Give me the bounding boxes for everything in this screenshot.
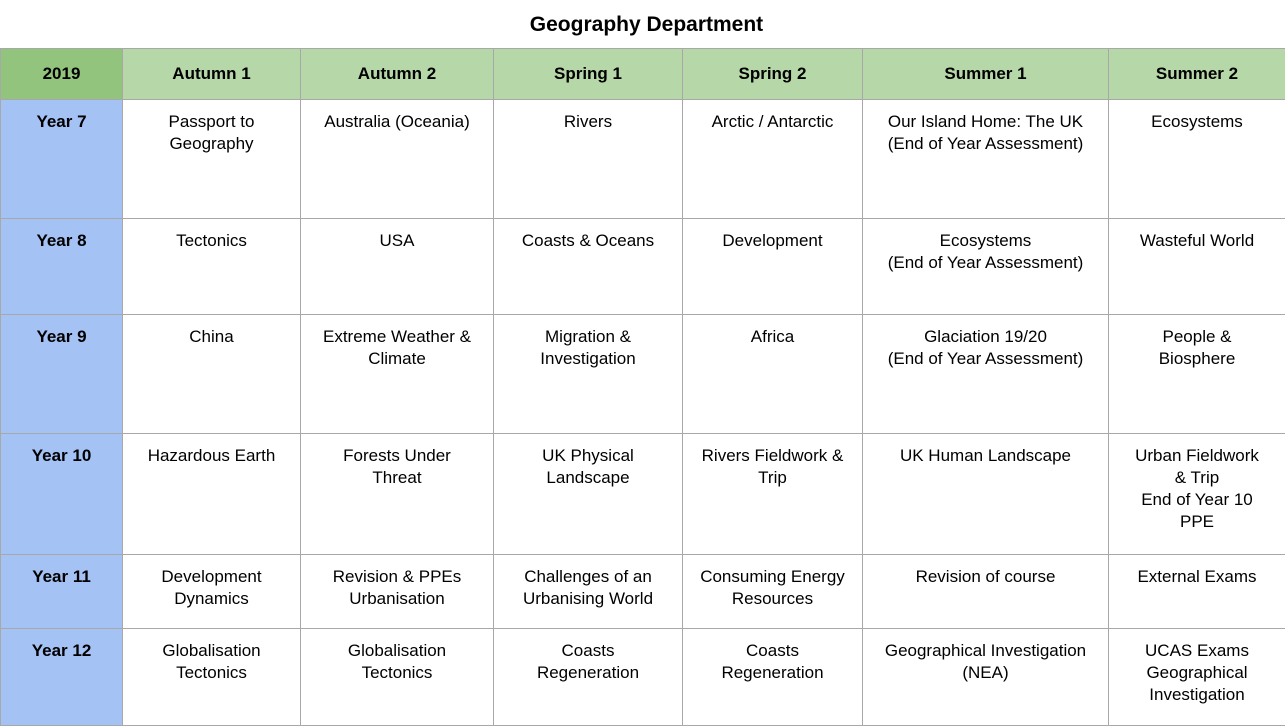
topic-cell bbox=[494, 434, 683, 555]
topic-line: Australia (Oceania) bbox=[324, 112, 470, 131]
topic-line: China bbox=[189, 327, 234, 346]
topic-line: Africa bbox=[750, 327, 795, 346]
topic-line: Regeneration bbox=[721, 663, 824, 682]
topic-cell bbox=[1109, 100, 1285, 219]
topic-line: Investigation bbox=[540, 349, 636, 368]
topic-line: UK Human Landscape bbox=[899, 446, 1072, 465]
topic-cell bbox=[683, 555, 863, 629]
topic-cell bbox=[683, 219, 863, 315]
topic-line: Development bbox=[722, 231, 823, 250]
curriculum-table bbox=[0, 48, 1285, 726]
topic-cell bbox=[494, 629, 683, 726]
topic-line: Dynamics bbox=[174, 589, 249, 608]
topic-line: Development bbox=[161, 567, 262, 586]
topic-line: External Exams bbox=[1137, 567, 1257, 586]
topic-line: Rivers bbox=[563, 112, 613, 131]
topic-cell bbox=[863, 219, 1109, 315]
topic-line: Hazardous Earth bbox=[147, 446, 276, 465]
table-row bbox=[1, 100, 1285, 219]
topic-cell bbox=[301, 219, 494, 315]
topic-cell bbox=[301, 434, 494, 555]
topic-line: Wasteful World bbox=[1139, 231, 1255, 250]
topic-line: Challenges of an bbox=[524, 567, 652, 586]
topic-line: Globalisation bbox=[162, 641, 261, 660]
topic-line: Coasts bbox=[561, 641, 615, 660]
topic-line: Arctic / Antarctic bbox=[711, 112, 834, 131]
topic-cell bbox=[683, 629, 863, 726]
topic-line: Ecosystems bbox=[939, 231, 1032, 250]
topic-cell bbox=[494, 100, 683, 219]
topic-line: Resources bbox=[731, 589, 814, 608]
topic-line: (NEA) bbox=[962, 663, 1009, 682]
topic-cell bbox=[301, 555, 494, 629]
column-header-spring-2: Spring 2 bbox=[683, 49, 863, 100]
topic-line: Urbanising World bbox=[522, 589, 654, 608]
topic-cell bbox=[301, 100, 494, 219]
column-header-spring-1: Spring 1 bbox=[494, 49, 683, 100]
topic-cell bbox=[863, 434, 1109, 555]
topic-line: Revision & PPEs bbox=[332, 567, 462, 586]
topic-line: Rivers Fieldwork & bbox=[701, 446, 844, 465]
table-row bbox=[1, 434, 1285, 555]
row-header-cell: Year 7 bbox=[1, 100, 123, 219]
topic-cell bbox=[683, 315, 863, 434]
topic-line: Landscape bbox=[546, 468, 630, 487]
topic-line: (End of Year Assessment) bbox=[887, 134, 1084, 153]
topic-cell bbox=[863, 100, 1109, 219]
topic-line: Threat bbox=[372, 468, 422, 487]
topic-line: & Trip bbox=[1174, 468, 1220, 487]
topic-line: Ecosystems bbox=[1151, 112, 1243, 131]
topic-line: Coasts bbox=[746, 641, 799, 660]
topic-cell bbox=[494, 219, 683, 315]
topic-cell bbox=[123, 434, 301, 555]
table-row bbox=[1, 315, 1285, 434]
topic-line: Glaciation 19/20 bbox=[924, 327, 1047, 346]
topic-line: Our Island Home: The UK bbox=[887, 112, 1084, 131]
row-header-cell: Year 11 bbox=[1, 555, 123, 629]
topic-line: Coasts & Oceans bbox=[521, 231, 655, 250]
topic-line: (End of Year Assessment) bbox=[887, 253, 1084, 272]
topic-line: Urban Fieldwork bbox=[1135, 446, 1259, 465]
topic-cell bbox=[123, 555, 301, 629]
topic-cell bbox=[1109, 555, 1285, 629]
topic-line: Extreme Weather & bbox=[322, 327, 472, 346]
topic-line: Biosphere bbox=[1158, 349, 1236, 368]
topic-cell bbox=[494, 315, 683, 434]
topic-line: Passport to bbox=[168, 112, 255, 131]
topic-line: Climate bbox=[368, 349, 426, 368]
topic-cell bbox=[863, 315, 1109, 434]
row-header-cell: Year 9 bbox=[1, 315, 123, 434]
topic-line: Tectonics bbox=[176, 231, 247, 250]
topic-line: UK Physical bbox=[542, 446, 634, 465]
topic-line: Investigation bbox=[1149, 685, 1245, 704]
topic-cell bbox=[1109, 629, 1285, 726]
topic-line: Migration & bbox=[545, 327, 631, 346]
topic-line: Regeneration bbox=[536, 663, 640, 682]
topic-cell bbox=[301, 629, 494, 726]
column-header-summer-2: Summer 2 bbox=[1109, 49, 1285, 100]
topic-line: Tectonics bbox=[361, 663, 433, 682]
topic-line: Geographical bbox=[1146, 663, 1248, 682]
topic-cell bbox=[1109, 315, 1285, 434]
topic-cell bbox=[863, 555, 1109, 629]
topic-line: End of Year 10 bbox=[1141, 490, 1253, 509]
year-header-cell: 2019 bbox=[1, 49, 123, 100]
topic-line: Consuming Energy bbox=[700, 567, 845, 586]
topic-line: People & bbox=[1162, 327, 1232, 346]
topic-cell bbox=[683, 434, 863, 555]
topic-line: UCAS Exams bbox=[1145, 641, 1249, 660]
page-title: Geography Department bbox=[529, 13, 764, 36]
row-header-cell: Year 10 bbox=[1, 434, 123, 555]
topic-line: Forests Under bbox=[343, 446, 451, 465]
topic-line: (End of Year Assessment) bbox=[887, 349, 1084, 368]
topic-line: Geographical Investigation bbox=[884, 641, 1087, 660]
topic-cell bbox=[1109, 434, 1285, 555]
topic-line: Revision of course bbox=[915, 567, 1056, 586]
topic-line: Geography bbox=[169, 134, 254, 153]
topic-cell bbox=[683, 100, 863, 219]
table-row bbox=[1, 555, 1285, 629]
topic-line: Urbanisation bbox=[349, 589, 445, 608]
header-row bbox=[1, 49, 1285, 100]
topic-line: PPE bbox=[1179, 512, 1215, 531]
topic-line: Tectonics bbox=[176, 663, 247, 682]
column-header-autumn-2: Autumn 2 bbox=[301, 49, 494, 100]
topic-cell bbox=[123, 629, 301, 726]
topic-cell bbox=[301, 315, 494, 434]
topic-cell bbox=[123, 100, 301, 219]
topic-cell bbox=[863, 629, 1109, 726]
topic-line: Trip bbox=[758, 468, 787, 487]
topic-line: Globalisation bbox=[347, 641, 447, 660]
table-row bbox=[1, 219, 1285, 315]
column-header-autumn-1: Autumn 1 bbox=[123, 49, 301, 100]
topic-cell bbox=[123, 219, 301, 315]
topic-cell bbox=[1109, 219, 1285, 315]
column-header-summer-1: Summer 1 bbox=[863, 49, 1109, 100]
row-header-cell: Year 12 bbox=[1, 629, 123, 726]
topic-line: USA bbox=[379, 231, 415, 250]
topic-cell bbox=[494, 555, 683, 629]
table-row bbox=[1, 629, 1285, 726]
topic-cell bbox=[123, 315, 301, 434]
row-header-cell: Year 8 bbox=[1, 219, 123, 315]
